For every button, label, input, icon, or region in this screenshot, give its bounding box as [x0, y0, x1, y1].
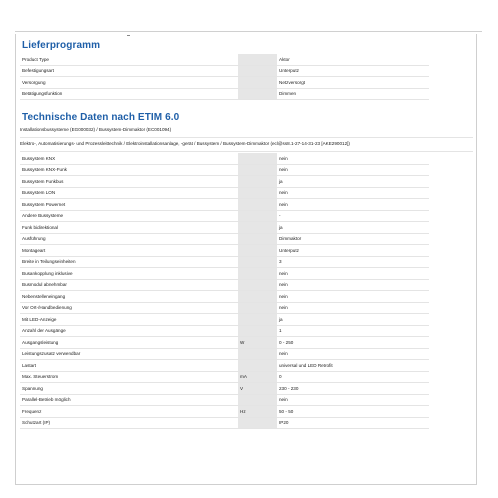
lieferprogramm-table	[20, 54, 429, 100]
row-label: Bussystem Powernet	[20, 199, 214, 211]
table-row	[20, 88, 429, 100]
row-value: Dimmaktor	[277, 233, 429, 245]
row-label: Busmodul abnehmbar	[20, 279, 214, 291]
row-label: Befestigungsart	[20, 65, 214, 77]
row-unit	[238, 222, 277, 234]
table-row	[20, 417, 429, 429]
row-unit: W	[238, 337, 277, 349]
table-row	[20, 302, 429, 314]
row-value: Unterputz	[277, 245, 429, 257]
row-spacer	[214, 88, 238, 100]
row-label: Parallel-Betrieb möglich	[20, 394, 214, 406]
row-spacer	[214, 291, 238, 303]
table-row	[20, 394, 429, 406]
row-value: nein	[277, 164, 429, 176]
row-value: nein	[277, 291, 429, 303]
row-label: Spannung	[20, 383, 214, 395]
etim-table	[20, 153, 429, 429]
row-unit	[238, 348, 277, 360]
table-row	[20, 348, 429, 360]
row-unit	[238, 417, 277, 429]
row-spacer	[214, 164, 238, 176]
row-spacer	[214, 153, 238, 164]
table-row	[20, 325, 429, 337]
table-row	[20, 176, 429, 188]
row-value: IP20	[277, 417, 429, 429]
row-unit	[238, 54, 277, 65]
row-label: Andere Bussysteme	[20, 210, 214, 222]
row-label: Vor Ort-/Handbedienung	[20, 302, 214, 314]
row-label: Betätigungsfunktion	[20, 88, 214, 100]
top-rule	[15, 31, 482, 32]
row-spacer	[214, 233, 238, 245]
row-value: 0 - 250	[277, 337, 429, 349]
row-unit	[238, 325, 277, 337]
row-spacer	[214, 394, 238, 406]
table-row	[20, 245, 429, 257]
row-label: Breite in Teilungseinheiten	[20, 256, 214, 268]
row-unit	[238, 233, 277, 245]
row-spacer	[214, 54, 238, 65]
row-unit	[238, 88, 277, 100]
row-spacer	[214, 417, 238, 429]
table-row	[20, 164, 429, 176]
table-row	[20, 383, 429, 395]
table-row	[20, 210, 429, 222]
row-spacer	[214, 210, 238, 222]
row-label: Bussystem Funkbus	[20, 176, 214, 188]
row-label: Busankopplung inklusive	[20, 268, 214, 280]
row-value: 230 - 230	[277, 383, 429, 395]
row-value: nein	[277, 187, 429, 199]
row-label: Ausführung	[20, 233, 214, 245]
row-spacer	[214, 77, 238, 89]
row-label: Bussystem KNX-Funk	[20, 164, 214, 176]
row-spacer	[214, 337, 238, 349]
row-unit	[238, 314, 277, 326]
row-spacer	[214, 383, 238, 395]
row-spacer	[214, 406, 238, 418]
etim-class-line: Installationsbussysteme (EG000032) / Bussystem-Dimmaktor (EC001094)	[20, 127, 172, 132]
row-unit	[238, 360, 277, 372]
row-spacer	[214, 268, 238, 280]
row-unit	[238, 187, 277, 199]
row-unit	[238, 176, 277, 188]
table-row	[20, 291, 429, 303]
row-value: 1	[277, 325, 429, 337]
row-unit	[238, 199, 277, 211]
row-unit	[238, 291, 277, 303]
row-label: Versorgung	[20, 77, 214, 89]
row-unit	[238, 394, 277, 406]
row-value: nein	[277, 199, 429, 211]
row-spacer	[214, 256, 238, 268]
row-unit	[238, 164, 277, 176]
row-unit: Hz	[238, 406, 277, 418]
table-row	[20, 65, 429, 77]
table-row	[20, 187, 429, 199]
section-title-lieferprogramm: Lieferprogramm	[22, 40, 101, 51]
row-value: 3	[277, 256, 429, 268]
row-value: Dimmen	[277, 88, 429, 100]
table-row	[20, 337, 429, 349]
row-label: Max. Steuerstrom	[20, 371, 214, 383]
row-label: Ausgangsleistung	[20, 337, 214, 349]
row-unit	[238, 268, 277, 280]
table-row	[20, 77, 429, 89]
row-divider	[20, 151, 473, 152]
row-spacer	[214, 65, 238, 77]
table-row	[20, 222, 429, 234]
row-label: Leistungszusatz verwendbar	[20, 348, 214, 360]
row-value: nein	[277, 394, 429, 406]
divider-tick	[127, 35, 130, 36]
row-label: Product Type	[20, 54, 214, 65]
row-label: Frequenz	[20, 406, 214, 418]
row-label: Mit LED-Anzeige	[20, 314, 214, 326]
row-value: nein	[277, 348, 429, 360]
row-spacer	[214, 187, 238, 199]
row-unit	[238, 77, 277, 89]
row-value: nein	[277, 268, 429, 280]
row-unit	[238, 210, 277, 222]
row-spacer	[214, 176, 238, 188]
table-row	[20, 199, 429, 211]
row-label: Montageart	[20, 245, 214, 257]
row-unit: mA	[238, 371, 277, 383]
row-value: ja	[277, 314, 429, 326]
table-row	[20, 314, 429, 326]
row-value: ja	[277, 176, 429, 188]
row-spacer	[214, 360, 238, 372]
table-row	[20, 406, 429, 418]
row-spacer	[214, 199, 238, 211]
section-title-etim: Technische Daten nach ETIM 6.0	[22, 112, 180, 123]
row-value: Unterputz	[277, 65, 429, 77]
row-label: Nebenstelleneingang	[20, 291, 214, 303]
row-unit	[238, 245, 277, 257]
row-label: Anzahl der Ausgänge	[20, 325, 214, 337]
row-spacer	[214, 302, 238, 314]
row-unit	[238, 302, 277, 314]
etim-path-line: Elektro-, Automatisierungs- und Prozessleittechnik / Elektroinstallationsanlage, -gerät / Bussystem / Bussystem-Dimmaktor (ecl@ss8.1-27-14-31-23 [AKE290012])	[20, 141, 350, 146]
row-value: -	[277, 210, 429, 222]
table-row	[20, 256, 429, 268]
row-spacer	[214, 325, 238, 337]
row-unit	[238, 65, 277, 77]
row-value: nein	[277, 279, 429, 291]
row-spacer	[214, 279, 238, 291]
row-label: Schutzart (IP)	[20, 417, 214, 429]
row-value: Netzversorgt	[277, 77, 429, 89]
table-row	[20, 268, 429, 280]
row-unit	[238, 256, 277, 268]
table-row	[20, 153, 429, 164]
row-value: nein	[277, 153, 429, 164]
row-value: 50 - 50	[277, 406, 429, 418]
row-value: Aktor	[277, 54, 429, 65]
row-label: Bussystem KNX	[20, 153, 214, 164]
row-unit: V	[238, 383, 277, 395]
row-divider	[20, 137, 473, 138]
table-row	[20, 54, 429, 65]
row-label: Funk bidirektional	[20, 222, 214, 234]
table-row	[20, 371, 429, 383]
row-unit	[238, 279, 277, 291]
row-unit	[238, 153, 277, 164]
row-value: universal und LED Retrofit	[277, 360, 429, 372]
row-value: nein	[277, 302, 429, 314]
row-label: Bussystem LON	[20, 187, 214, 199]
row-label: Lastart	[20, 360, 214, 372]
row-value: 0	[277, 371, 429, 383]
table-row	[20, 233, 429, 245]
table-row	[20, 360, 429, 372]
row-spacer	[214, 245, 238, 257]
row-value: ja	[277, 222, 429, 234]
row-spacer	[214, 371, 238, 383]
row-spacer	[214, 314, 238, 326]
row-spacer	[214, 222, 238, 234]
table-row	[20, 279, 429, 291]
row-spacer	[214, 348, 238, 360]
